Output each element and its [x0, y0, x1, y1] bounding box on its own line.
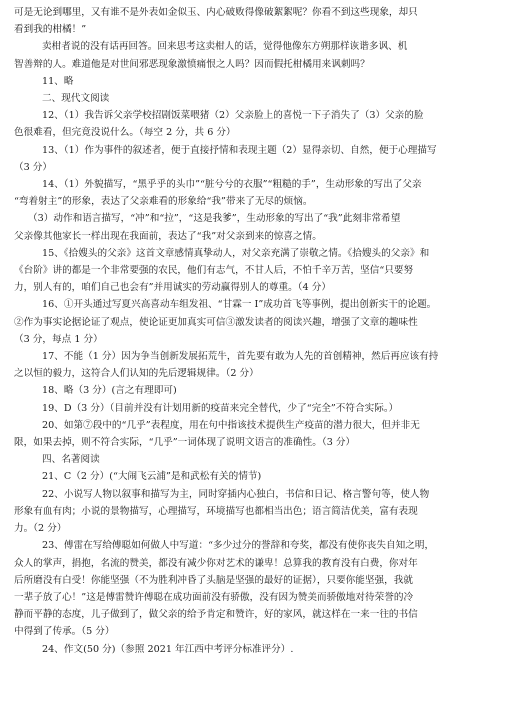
text-line: 看到我的柑橘！”	[14, 24, 87, 36]
text-line: 卖柑者说的没有话再回答。回来思考这卖柑人的话，觉得他像东方朔那样诙谐多讽、机	[42, 41, 408, 53]
text-line: 中得到了传承。（5 分）	[14, 626, 115, 638]
text-line: 可是无论到哪里，又有谁不是外表如金似玉、内心破败得像破絮絮呢？你看不到这些现象，却只	[14, 7, 418, 18]
text-line: 四、名著阅读	[42, 454, 100, 466]
text-line: （3 分，每点 1 分）	[14, 333, 103, 345]
text-line: 14、（1）外貌描写，“黑乎乎的头巾”“脏兮兮的衣服”“粗糙的手”，生动形象的写出了父亲	[42, 179, 422, 191]
text-line: 13、（1）作为事件的叙述者，便于直接抒情和表现主题（2）显得亲切、自然，便于心理描写	[42, 144, 437, 156]
text-line: 19、D（3 分）（目前并没有计划用新的疫苗来完全替代，少了“完全”不符合实际。）	[42, 402, 399, 414]
text-line: “弯着射主”的形象，表达了父亲难看的形象给“我”带来了无尽的烦恼。	[14, 196, 313, 208]
text-line: （3 分）	[14, 161, 53, 173]
text-line: 11、略	[42, 75, 74, 87]
text-line: 12、（1）我告诉父亲学校招剧饭菜喂猪（2）父亲脸上的喜悦一下子消失了（3）父亲的脸	[42, 110, 424, 122]
text-line: 二、现代文阅读	[42, 93, 110, 105]
text-line: 20、如第⑦段中的“几乎”表程度，用在句中指该技术提供生产疫苗的潜力很大，但并非无	[42, 419, 420, 431]
text-line: ②作为事实论据论证了观点，使论证更加真实可信③激发读者的阅读兴趣，增强了文章的趣味性	[14, 316, 418, 328]
text-line: 16、①开头通过写夏兴高喜动车组发祖、“甘霖一 I”成功首飞等事例，提出创新实干的论题。	[42, 299, 437, 311]
text-line: 力。（2 分）	[14, 523, 67, 535]
text-line: 18、略（3 分）(言之有理即可)	[42, 385, 177, 397]
text-line: 《台阶》讲的都是一个非常要强的农民，他们有志气，不甘人后，不怕千辛万苦，坚信“只要努	[14, 265, 414, 277]
text-line: 一辈子放了心！”这是傅雷赞许傅聪在成功面前没有骄傲，没有因为赞美而骄傲地对待荣誉的冷	[14, 591, 414, 603]
text-line: 色很难看，但完竟没说什么。（每空 2 分，共 6 分）	[14, 127, 236, 139]
text-line: 17、不能（1 分）因为争当创新发展拓荒牛，首先要有敢为人先的首创精神，然后再应该有持	[42, 351, 439, 363]
text-line: 力，别人有的，咱们自己也会有”并用诚实的劳动赢得别人的尊重。（4 分）	[14, 282, 331, 294]
text-line: 智善辩的人。难道他是对世间邪恶现象激愤痛恨之人吗？因而假托柑橘用来讽刺吗？	[14, 58, 370, 70]
text-line: 后所磨没有白受！你能坚强（不为胜利冲昏了头脑是坚强的最好的证据），只要你能坚强，我就	[14, 574, 413, 586]
text-line: 父亲像其他家长一样出现在我面前，表达了“我”对父亲到来的惊喜之情。	[14, 230, 322, 242]
text-line: 22、小说写人物以叙事和描写为主，同时穿插内心独白，书信和日记、格言警句等，使人物	[42, 488, 430, 500]
text-line: 15、《拾嫂头的父亲》这首文章感情真挚动人，对父亲充满了崇敬之情。《拾嫂头的父亲》和	[42, 247, 430, 259]
text-line: 形象有血有肉；小说的景物描写，心理描写，环境描写也都相当出色；语言简洁优美，富有表现	[14, 505, 418, 517]
text-line: 众人的掌声，捐抱，名流的赞美，都没有减少你对艺术的谦卑！总算我的教育没有白费，你对年	[14, 557, 418, 569]
text-line: 21、C（2 分）(“大闹飞云浦”是和武松有关的情节)	[42, 471, 262, 483]
text-line: 23、傅雷在写给傅聪如何做人中写道：“多少过分的誉辞和夸奖，都没有使你丧失自知之明，	[42, 540, 435, 552]
text-line: 静而平静的态度，儿子做到了，做父亲的给予肯定和赞许，好的家风，就这样在一来一往的书信	[14, 609, 418, 621]
text-line: 限，如果去掉，则不符合实际，“几乎”一词体现了说明文语言的准确性。（3 分）	[14, 437, 356, 449]
text-line: （3）动作和语言描写，“冲”和“拉”，“这是我爹”，生动形象的写出了“我”此刻非常希望	[28, 213, 401, 225]
text-line: 之以恒的毅力，这符合人们认知的先后逻辑规律。（2 分）	[14, 368, 259, 380]
text-line: 24、作文(50 分)（参照 2021 年江西中考评分标准评分）.	[42, 643, 294, 655]
